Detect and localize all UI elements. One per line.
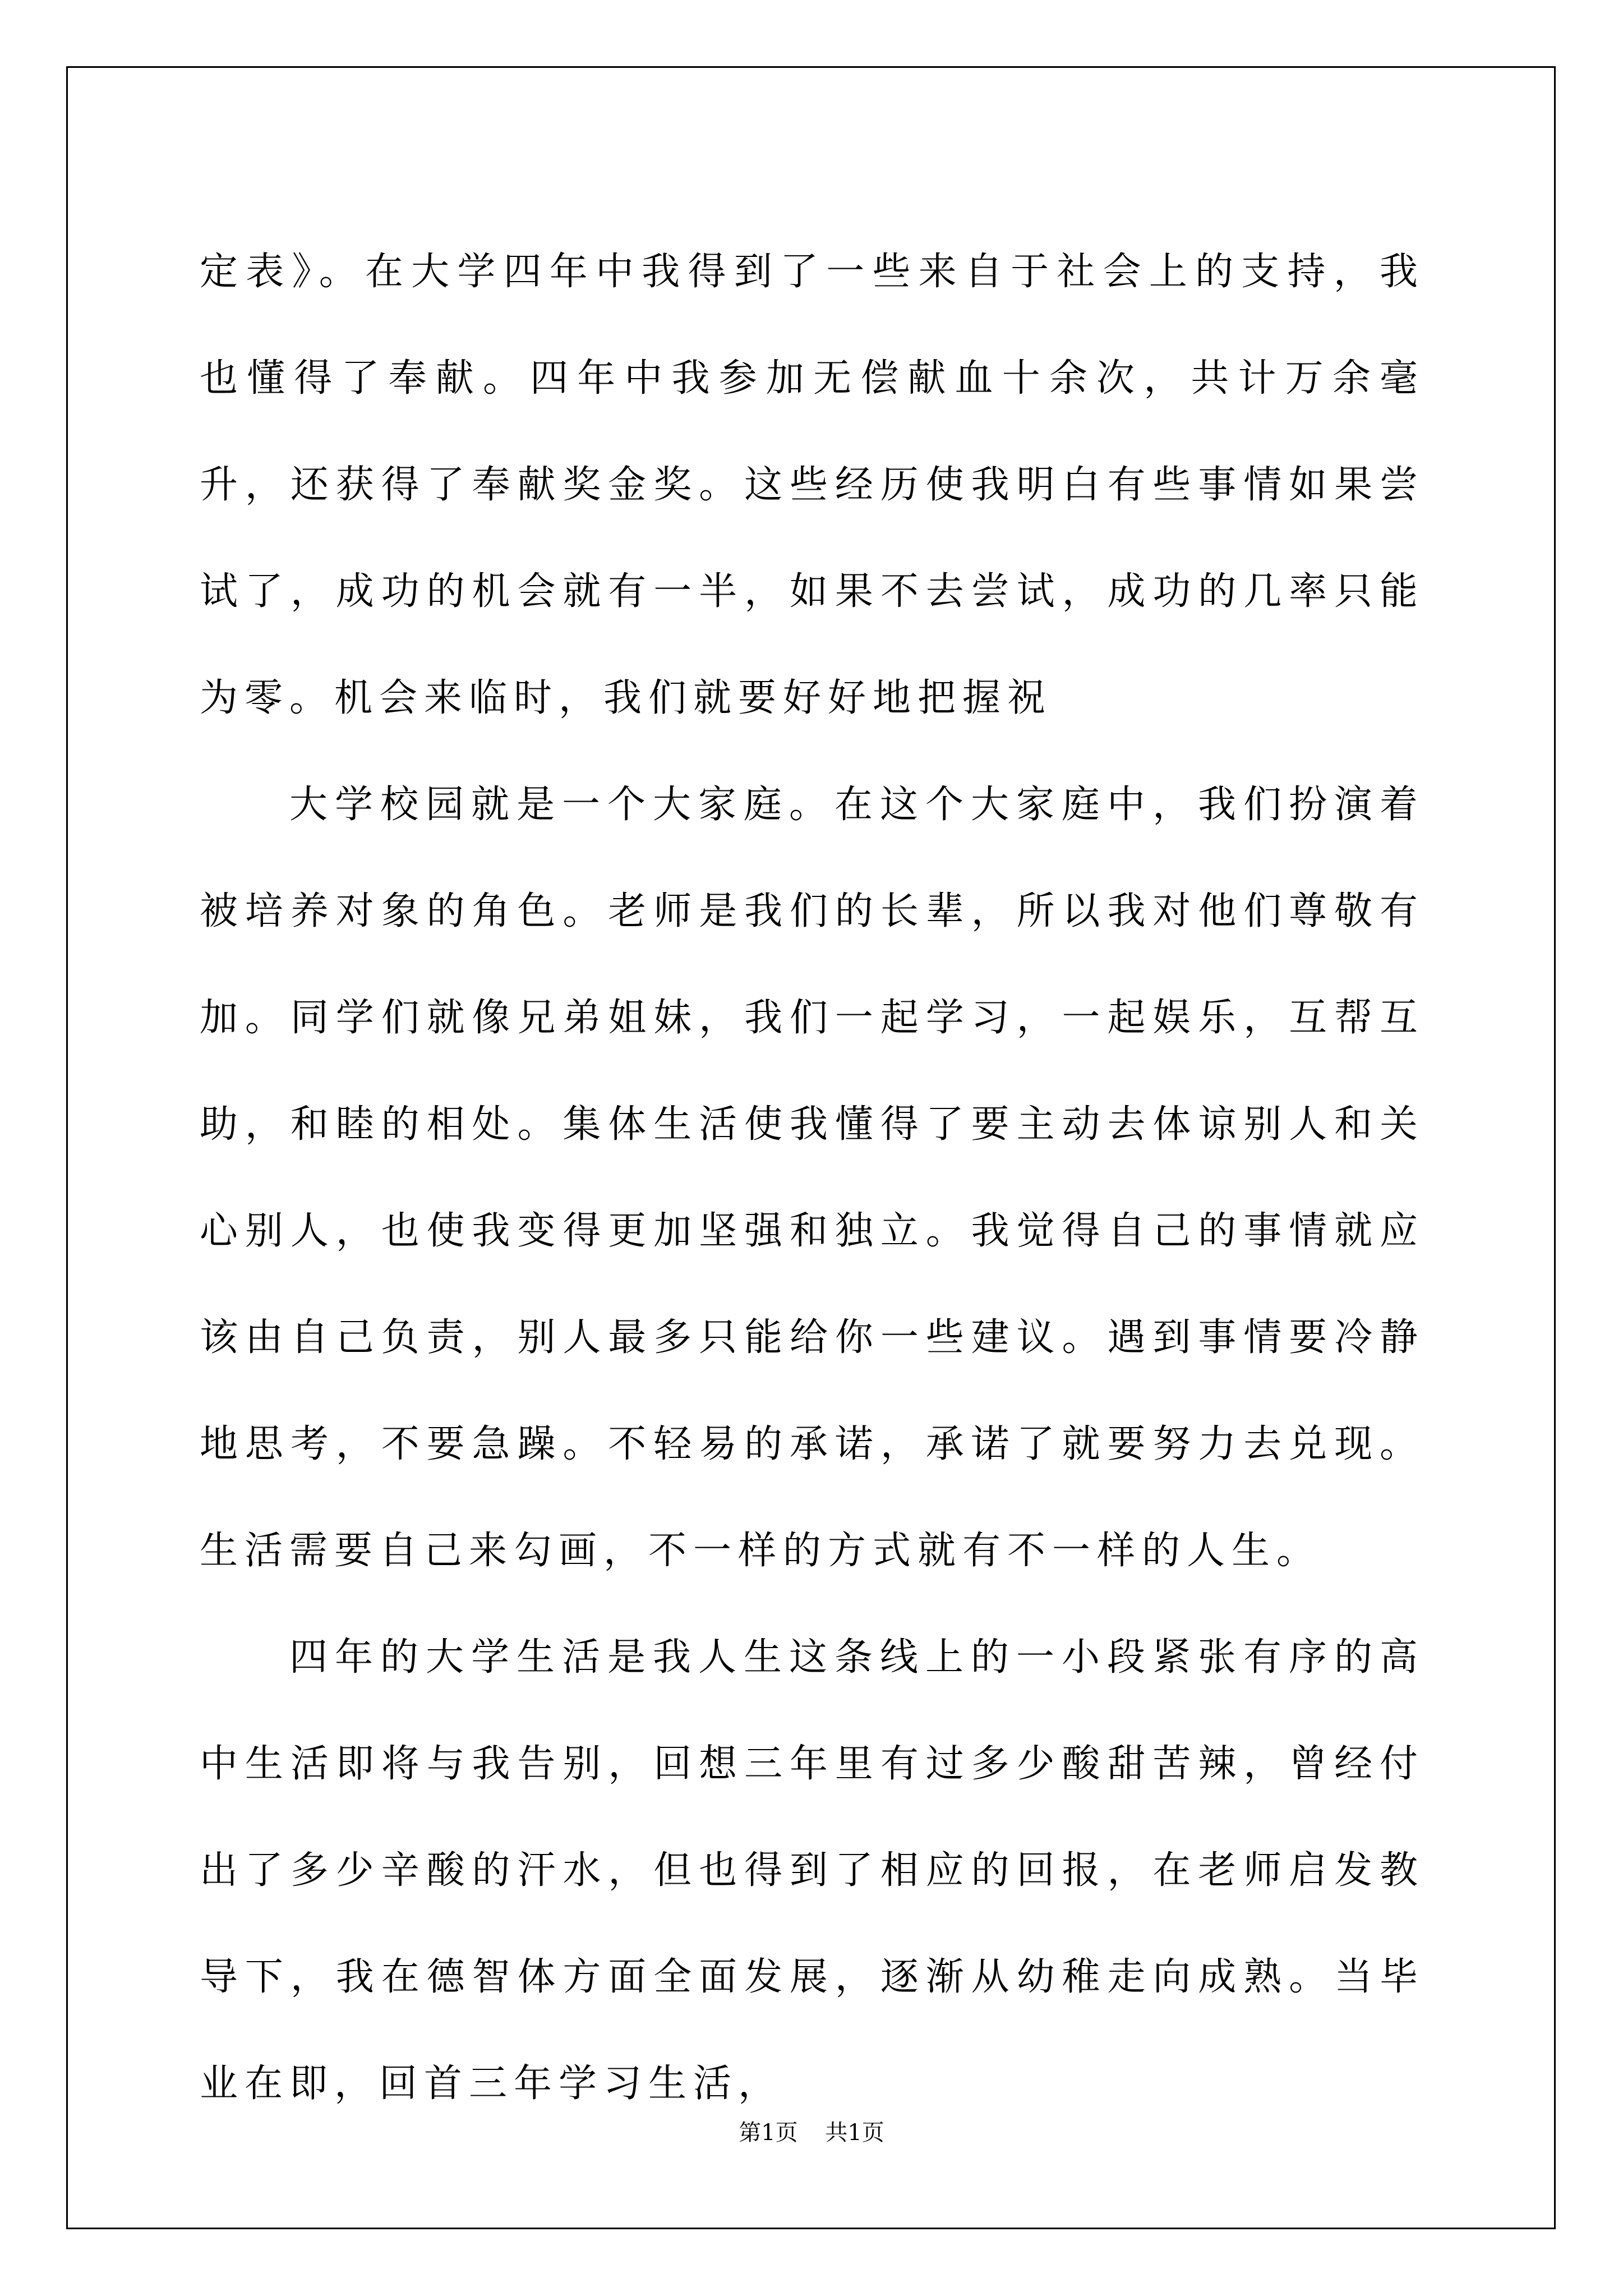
page-footer bbox=[0, 2115, 1623, 2147]
page-number: 第1页 bbox=[739, 2120, 798, 2146]
paragraph-1: 定表》。在大学四年中我得到了一些来自于社会上的支持，我也懂得了奉献。四年中我参加无偿献血十余次，共计万余毫升，还获得了奉献奖金奖。这些经历使我明白有些事情如果尝试了，成功的机会就有一半，如果不去尝试，成功的几率只能为零。机会来临时，我们就要好好地把握祝 bbox=[200, 250, 1424, 720]
paragraph-2: 大学校园就是一个大家庭。在这个大家庭中，我们扮演着被培养对象的角色。老师是我们的长辈，所以我对他们尊敬有加。同学们就像兄弟姐妹，我们一起学习，一起娱乐，互帮互助，和睦的相处。集体生活使我懂得了要主动去体谅别人和关心别人，也使我变得更加坚强和独立。我觉得自己的事情就应该由自己负责，别人最多只能给你一些建议。遇到事情要冷静地思考，不要急躁。不轻易的承诺，承诺了就要努力去兑现。生活需要自己来勾画，不一样的方式就有不一样的人生。 bbox=[200, 783, 1424, 1573]
paragraph-3: 四年的大学生活是我人生这条线上的一小段紧张有序的高中生活即将与我告别，回想三年里有过多少酸甜苦辣，曾经付出了多少辛酸的汗水，但也得到了相应的回报，在老师启发教导下，我在德智体方面全面发展，逐渐从幼稚走向成熟。当毕业在即，回首三年学习生活， bbox=[200, 1635, 1424, 2106]
document-body bbox=[200, 219, 1424, 2137]
page-total: 共1页 bbox=[825, 2120, 884, 2146]
